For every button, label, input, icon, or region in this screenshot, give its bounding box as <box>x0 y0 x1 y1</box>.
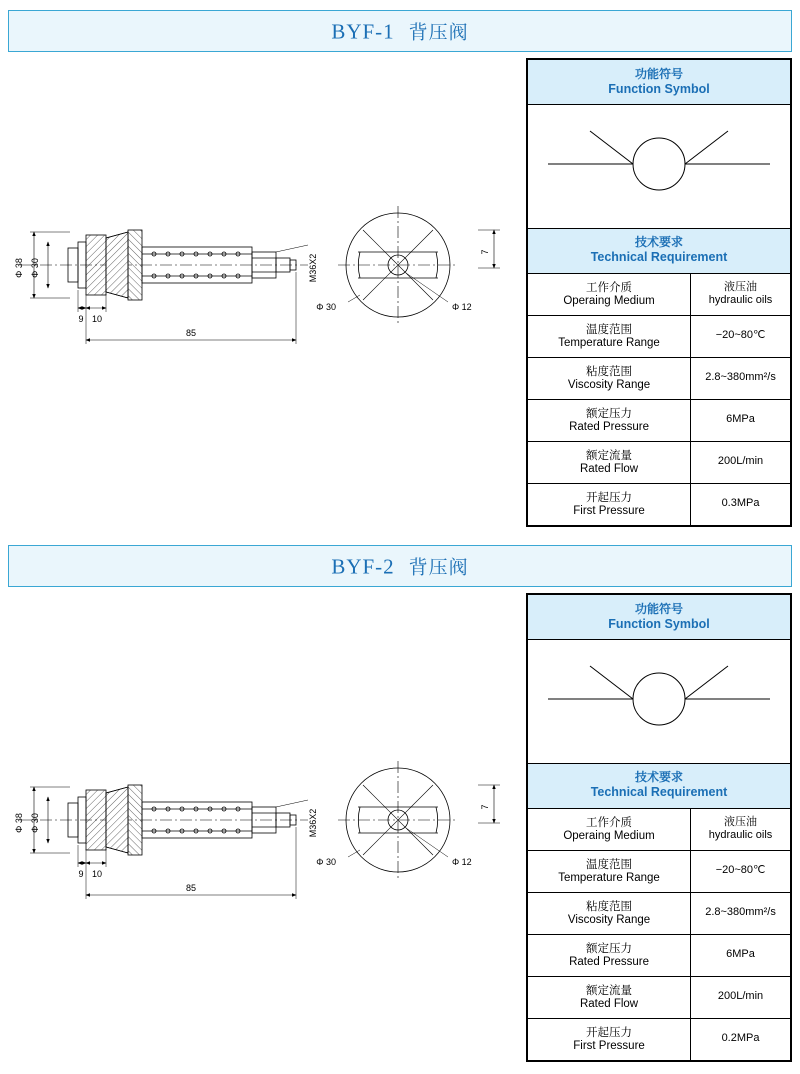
row-label-1-4: 额定流量 Rated Flow <box>528 441 691 483</box>
dim-dia-inner-2: Φ 30 <box>30 813 40 833</box>
row-value-1-3: 6MPa <box>691 399 791 441</box>
dim-len-85-1: 85 <box>185 328 197 338</box>
row-value-1-0: 液压油 hydraulic oils <box>691 273 791 315</box>
info-table-2 <box>526 593 792 1062</box>
dim-depth-7-1: 7 <box>480 249 490 255</box>
table-row <box>528 399 791 441</box>
table-row <box>528 892 791 934</box>
dim-thread-1: M36X2 <box>308 253 318 283</box>
table-row <box>528 357 791 399</box>
row-label-1-0: 工作介质 Operaing Medium <box>528 273 691 315</box>
row-value-1-1: −20~80℃ <box>691 315 791 357</box>
info-table-1 <box>526 58 792 527</box>
table-row <box>528 315 791 357</box>
section-title-bar-2 <box>8 545 792 587</box>
table-row <box>528 934 791 976</box>
row-value-2-2: 2.8~380mm²/s <box>691 892 791 934</box>
row-label-1-5: 开起压力 First Pressure <box>528 483 691 525</box>
technical-requirement-header-1 <box>528 228 791 273</box>
function-symbol-en-2: Function Symbol <box>608 616 710 631</box>
tech-req-cn-2: 技术要求 <box>634 770 683 785</box>
row-value-2-3: 6MPa <box>691 934 791 976</box>
function-symbol-graphic-1 <box>528 105 791 229</box>
function-symbol-cn-2: 功能符号 <box>634 601 683 616</box>
tech-req-en-1: Technical Requirement <box>590 250 728 265</box>
dim-depth-7-2: 7 <box>480 804 490 810</box>
dim-len-85-2: 85 <box>185 883 197 893</box>
table-row <box>528 808 791 850</box>
row-label-2-3: 额定压力 Rated Pressure <box>528 934 691 976</box>
row-label-2-4: 额定流量 Rated Flow <box>528 976 691 1018</box>
dim-len-9-2: 9 <box>78 869 84 879</box>
dim-len-10-1: 10 <box>91 314 103 324</box>
dim-len-9-1: 9 <box>78 314 84 324</box>
table-row <box>528 1018 791 1060</box>
tech-req-cn-1: 技术要求 <box>634 235 683 250</box>
dim-front-dia30-1: Φ 30 <box>316 302 336 312</box>
row-label-2-2: 粘度范围 Viscosity Range <box>528 892 691 934</box>
dim-front-dia30-2: Φ 30 <box>316 857 336 867</box>
function-symbol-en-1: Function Symbol <box>608 81 710 96</box>
drawing-svg-2 <box>8 745 518 965</box>
drawing-svg-1 <box>8 190 518 410</box>
row-value-2-4: 200L/min <box>691 976 791 1018</box>
row-label-1-3: 额定压力 Rated Pressure <box>528 399 691 441</box>
dim-front-dia12-2: Φ 12 <box>452 857 472 867</box>
section-title-bar-1 <box>8 10 792 52</box>
row-label-1-2: 粘度范围 Viscosity Range <box>528 357 691 399</box>
technical-drawing-1 <box>8 190 518 410</box>
section-title-1 <box>9 18 791 45</box>
function-symbol-header-1 <box>528 60 791 105</box>
table-row <box>528 850 791 892</box>
section-model-2: BYF-2 <box>331 554 395 579</box>
valve-symbol-svg-1 <box>528 105 790 223</box>
dim-dia-outer-1: Φ 38 <box>14 258 24 278</box>
row-value-1-2: 2.8~380mm²/s <box>691 357 791 399</box>
function-symbol-cn-1: 功能符号 <box>634 66 683 81</box>
dim-len-10-2: 10 <box>91 869 103 879</box>
tech-req-en-2: Technical Requirement <box>590 785 728 800</box>
table-row <box>528 483 791 525</box>
dim-dia-outer-2: Φ 38 <box>14 813 24 833</box>
row-value-2-1: −20~80℃ <box>691 850 791 892</box>
row-value-1-4: 200L/min <box>691 441 791 483</box>
section-title-cn-2: 背压阀 <box>408 556 469 579</box>
function-symbol-graphic-2 <box>528 640 791 764</box>
row-label-2-5: 开起压力 First Pressure <box>528 1018 691 1060</box>
table-row <box>528 441 791 483</box>
valve-symbol-svg-2 <box>528 640 790 758</box>
dim-dia-inner-1: Φ 30 <box>30 258 40 278</box>
row-value-2-5: 0.2MPa <box>691 1018 791 1060</box>
function-symbol-header-2 <box>528 595 791 640</box>
table-row <box>528 273 791 315</box>
section-model-1: BYF-1 <box>331 19 395 44</box>
row-label-2-0: 工作介质 Operaing Medium <box>528 808 691 850</box>
technical-drawing-2 <box>8 745 518 965</box>
section-title-cn-1: 背压阀 <box>408 21 469 44</box>
dim-thread-2: M36X2 <box>308 808 318 838</box>
technical-requirement-header-2 <box>528 763 791 808</box>
row-label-1-1: 温度范围 Temperature Range <box>528 315 691 357</box>
row-label-2-1: 温度范围 Temperature Range <box>528 850 691 892</box>
row-value-1-5: 0.3MPa <box>691 483 791 525</box>
section-title-2 <box>9 553 791 580</box>
row-value-2-0: 液压油 hydraulic oils <box>691 808 791 850</box>
table-row <box>528 976 791 1018</box>
dim-front-dia12-1: Φ 12 <box>452 302 472 312</box>
